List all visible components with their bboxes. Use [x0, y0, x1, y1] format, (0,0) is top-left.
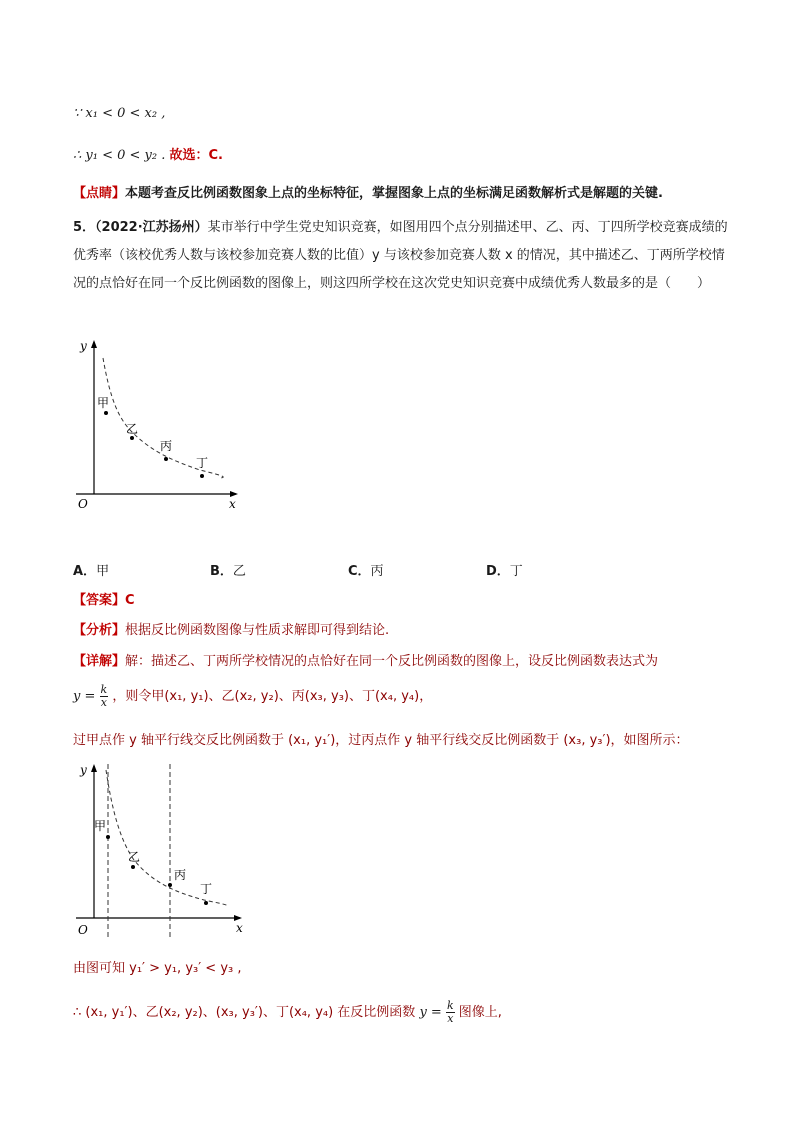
fig1-x-label: x: [229, 497, 236, 511]
fig2-origin: O: [78, 923, 88, 937]
note-line: 【点睛】本题考查反比例函数图象上点的坐标特征，掌握图象上点的坐标满足函数解析式是解题的关键.: [73, 186, 663, 201]
fig2-point-yi: [131, 865, 135, 869]
answer-choice: 故选：C.: [169, 148, 223, 163]
fig1-label-bing: 丙: [160, 439, 173, 453]
detail-line-1: 【详解】解：描述乙、丁两所学校情况的点恰好在同一个反比例函数的图像上，设反比例函数表达式为: [73, 654, 659, 669]
therefore-line: ∴ y₁ < 0 < y₂ . 故选：C.: [73, 148, 223, 163]
fig2-point-bing: [168, 883, 172, 887]
conclusion-line-1: 由图可知 y₁′ > y₁, y₃′ < y₃ ,: [73, 961, 242, 976]
because-line: ∵ x₁ < 0 < x₂ ,: [73, 106, 166, 121]
detail-line-2: y = $\frac{k}{x}$ ，则令甲(x₁, y₁)、乙(x₂, y₂)、丙(x₃, y₃)、丁(x₄, y₄)，: [73, 683, 433, 709]
answer-line: 【答案】C: [73, 593, 135, 608]
fig2-label-bing: 丙: [174, 868, 187, 882]
fig1-label-ding: 丁: [196, 456, 209, 470]
option-c[interactable]: C．丙: [348, 564, 384, 579]
fig2-label-ding: 丁: [200, 882, 213, 896]
conclusion-line-2: ∴ (x₁, y₁′)、乙(x₂, y₂)、(x₃, y₃′)、丁(x₄, y₄) 在反比例函数 y = $\frac{k}{x}$ 图像上,: [73, 999, 502, 1025]
fig2-point-ding: [204, 901, 208, 905]
fig1-point-ding: [200, 474, 204, 478]
option-b[interactable]: B．乙: [210, 564, 246, 579]
fig2-label-yi: 乙: [128, 850, 141, 864]
conclusion-fraction: $\frac{k}{x}$: [446, 999, 454, 1025]
fig1-y-arrow: [91, 340, 97, 348]
option-a[interactable]: A．甲: [73, 564, 110, 579]
fig2-point-jia: [106, 835, 110, 839]
fig1-point-yi: [130, 436, 134, 440]
analysis-line: 【分析】根据反比例函数图像与性质求解即可得到结论.: [73, 623, 390, 638]
fig2-y-arrow: [91, 764, 97, 772]
fig2-y-label: y: [80, 763, 87, 777]
fig1-label-jia: 甲: [97, 396, 110, 410]
fig1-y-label: y: [80, 339, 87, 353]
fig1-point-jia: [104, 411, 108, 415]
fig2-x-label: x: [236, 921, 243, 935]
fig1-origin: O: [78, 497, 88, 511]
detail-fraction: $\frac{k}{x}$: [100, 683, 108, 709]
figure-1: [70, 338, 250, 518]
fig2-label-jia: 甲: [94, 819, 107, 833]
fig1-label-yi: 乙: [126, 422, 139, 436]
option-d[interactable]: D．丁: [486, 564, 523, 579]
detail-line-3: 过甲点作 y 轴平行线交反比例函数于 (x₁, y₁′)，过丙点作 y 轴平行线交反比例函数于 (x₃, y₃′)，如图所示：: [73, 733, 689, 748]
figure-2: [70, 760, 255, 945]
question-text: 5．（2022·江苏扬州）某市举行中学生党史知识竞赛，如图用四个点分别描述甲、乙、丙、丁四所学校竞赛成绩的优秀率（该校优秀人数与该校参加竞赛人数的比值）y 与该校参加竞赛人数 x 的情况，其中描述乙、丁两所学校情况的点恰好在同一个反比例函数的图像上，则这四所学校在这次党史知识竞赛中成绩优秀人数最多的是（ ）: [73, 220, 728, 291]
fig1-point-bing: [164, 457, 168, 461]
